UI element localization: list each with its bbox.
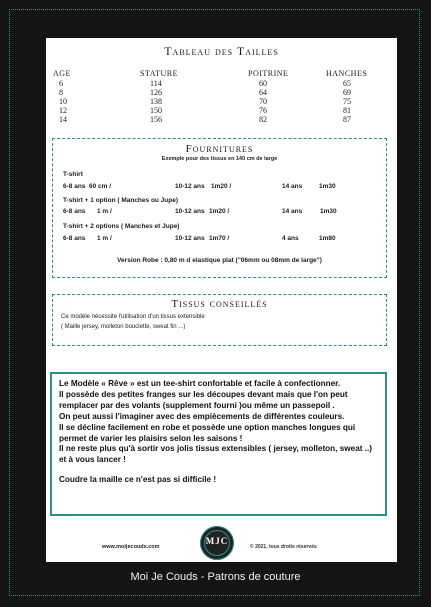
description-p2: Il possède des petites franges sur les découpes devant mais que l'on peut remplacer par des volants (supplement fourni )ou même un passepoil . xyxy=(59,389,348,410)
logo-text: MJC xyxy=(205,536,229,546)
description-p6: Coudre la maille ce n'est pas si difficile ! xyxy=(59,475,217,485)
description-p1: Le Modèle « Rêve » est un tee-shirt confortable et facile à confectionner. xyxy=(59,379,341,388)
table-row: 6 114 60 65 xyxy=(59,79,351,88)
tissus-title: Tissus conseillés xyxy=(171,298,268,310)
table-row: 10 138 70 75 xyxy=(59,97,351,106)
option1-label: T-shirt + 1 option ( Manches ou Jupe) xyxy=(63,197,179,204)
option2-label: T-shirt + 2 options ( Manches et Jupe) xyxy=(63,223,180,230)
description-box xyxy=(50,372,387,516)
tissus-line-2: ( Maille jersey, molleton bouclette, sweat fin ...) xyxy=(61,324,186,330)
header-poitrine: POITRINE xyxy=(248,69,289,78)
bottom-title: Moi Je Couds - Patrons de couture xyxy=(130,571,301,583)
header-age: AGE xyxy=(53,69,71,78)
footer-rights: © 2021, tous droits réservés xyxy=(250,544,317,550)
fournitures-box: Fournitures Exemple pour des tissus en 140 cm de large T-shirt 6-8 ans 60 cm / 10-12 ans 1m20 / 14 ans 1m30 T-shirt + 1 option ( Manches ou Jupe) 6-8 ans 1 m / 10-12 ans 1m20 / 14 ans 1m30 T-shirt + 2 options ( Manches et Jupe) 6-8 ans 1 m / 10-12 ans 1m70 / 4 ans 1m80 Version Robe : 0,80 m d elastique plat ("06mm ou 08mm de large") xyxy=(52,138,387,278)
header-hanches: HANCHES xyxy=(326,69,368,78)
spacer xyxy=(59,466,378,475)
description-p4: Il se décline facilement en robe et possède une option manches longues qui permet de varier les plaisirs selon les saisons ! xyxy=(59,422,356,443)
tissus-line-1: Ce modèle nécessite l'utilisation d'un tissus extensible xyxy=(61,314,205,320)
fournitures-subtitle: Exemple pour des tissus en 140 cm de large xyxy=(161,156,278,162)
table-row: 14 156 82 87 xyxy=(59,115,351,124)
tissus-box xyxy=(52,294,387,346)
table-row: 12 150 76 81 xyxy=(59,106,351,115)
footer-website[interactable]: www.moijecouds.com xyxy=(102,544,160,550)
table-row: 8 126 64 69 xyxy=(59,88,351,97)
size-table-header xyxy=(46,69,397,79)
description-p3: On peut aussi l'imaginer avec des empiècements de différentes couleurs. xyxy=(59,411,345,421)
pattern-sheet xyxy=(46,38,397,562)
header-stature: STATURE xyxy=(140,69,178,78)
tshirt-label: T-shirt xyxy=(63,171,83,178)
robe-note: Version Robe : 0,80 m d elastique plat ("06mm ou 08mm de large") xyxy=(117,257,322,264)
size-table-title: Tableau des Tailles xyxy=(164,44,279,58)
brand-logo xyxy=(200,526,234,560)
description-p5: Il ne reste plus qu'à sortir vos jolis tissus extensibles ( jersey, molleton, sweat ..) et à vous lancer ! xyxy=(59,444,373,465)
fournitures-title: Fournitures xyxy=(185,143,254,155)
